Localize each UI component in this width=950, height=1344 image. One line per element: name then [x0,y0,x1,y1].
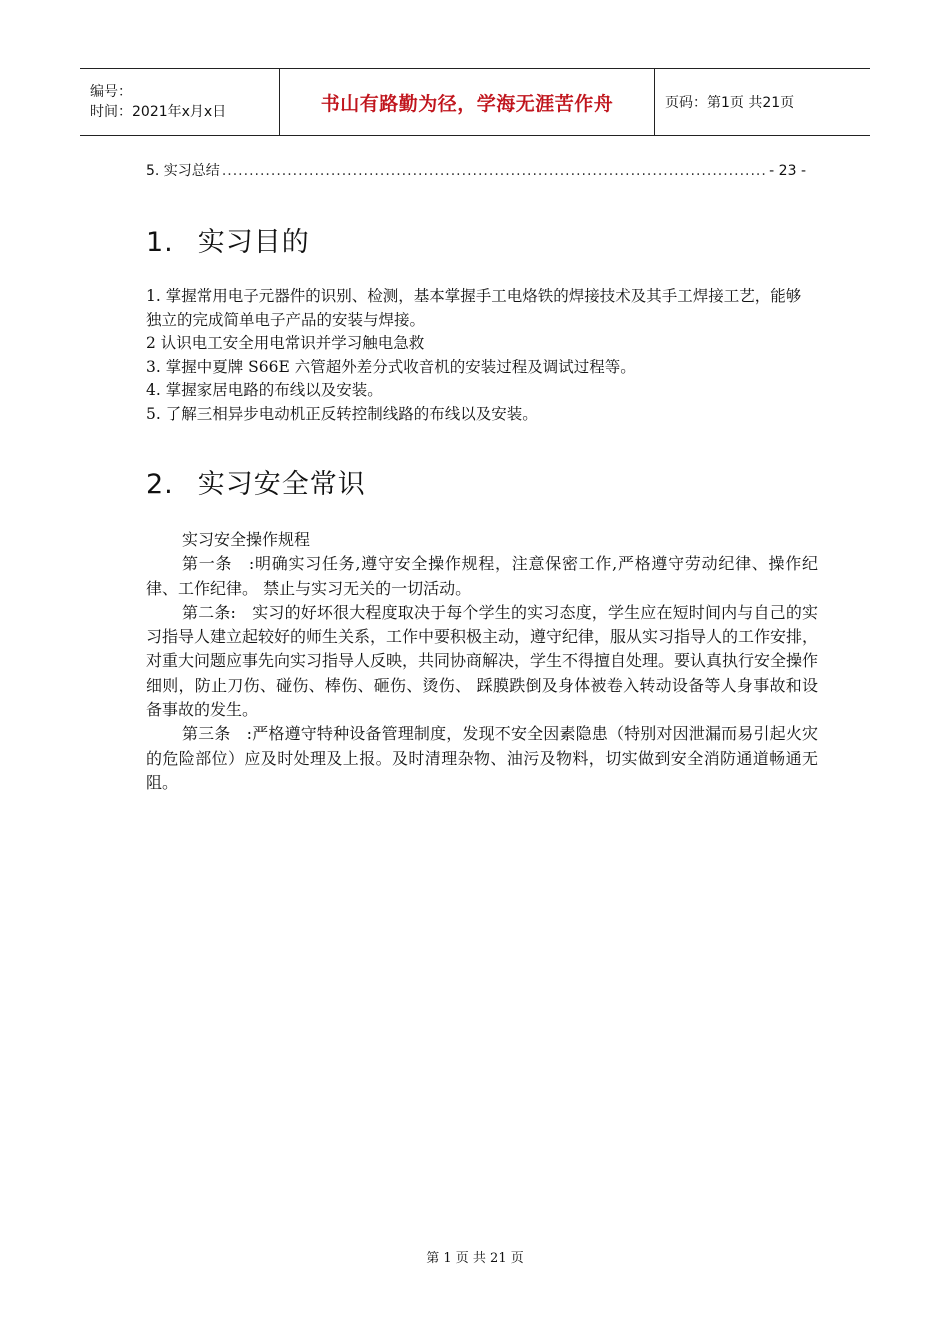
page-footer [0,1247,950,1266]
rule-paragraph: 第三条 :严格遵守特种设备管理制度，发现不安全因素隐患（特别对因泄漏而易引起火灾的危险部位）应及时处理及上报。及时清理杂物、油污及物料，切实做到安全消防通道畅通无阻。 [146,724,818,792]
toc-leader-dots [222,163,767,179]
header-page-info [655,69,870,135]
time-label: 时间：2021年x月x日 [90,104,227,120]
section-number: 1. [146,227,174,258]
section-title: 实习目的 [197,227,310,258]
rule-paragraph: 第二条: 实习的好坏很大程度取决于每个学生的实习态度，学生应在短时间内与自己的实习指导人建立起较好的师生关系，工作中要积极主动，遵守纪律，服从实习指导人的工作安排，对重大问题应事先向实习指导人反映，共同协商解决，学生不得擅自处理。要认真执行安全操作细则，防止刀伤、碰伤、棒伤、砸伤、烫伤、 踩膜跌倒及身体被卷入转动设备等人身事故和设备事故的发生。 [146,602,819,720]
rule-paragraph: 第一条 :明确实习任务,遵守安全操作规程，注意保密工作,严格遵守劳动纪律、操作纪律、工作纪律。 禁止与实习无关的一切活动。 [146,554,818,598]
number-label: 编号： [90,84,132,100]
section-number: 2. [146,469,174,500]
toc-entry-label: 5. 实习总结 [146,163,220,179]
page-header [80,68,870,136]
header-meta [80,69,280,135]
list-item: 5. 了解三相异步电动机正反转控制线路的布线以及安装。 [146,404,538,423]
list-item: 1. 掌握常用电子元器件的识别、检测，基本掌握手工电烙铁的焊接技术及其手工焊接工艺，能够独立的完成简单电子产品的安装与焊接。 [146,287,802,329]
header-motto-cell [280,69,655,135]
section-heading-1 [146,220,310,259]
safety-rules [146,528,818,795]
section-heading-2 [146,462,366,501]
list-item: 3. 掌握中夏牌 S66E 六管超外差分式收音机的安装过程及调试过程等。 [146,357,636,376]
footer-page-number: 第 1 页 共 21 页 [426,1251,524,1266]
page-info: 页码：第1页 共21页 [665,95,795,111]
toc-entry-page: - 23 - [769,163,806,179]
section-title: 实习安全常识 [197,469,366,500]
rules-subtitle: 实习安全操作规程 [182,530,311,549]
toc-entry[interactable] [146,160,806,180]
motto-text: 书山有路勤为径，学海无涯苦作舟 [320,92,614,115]
objectives-list [146,285,806,426]
list-item: 4. 掌握家居电路的布线以及安装。 [146,381,383,399]
list-item: 2 认识电工安全用电常识并学习触电急救 [146,334,425,352]
